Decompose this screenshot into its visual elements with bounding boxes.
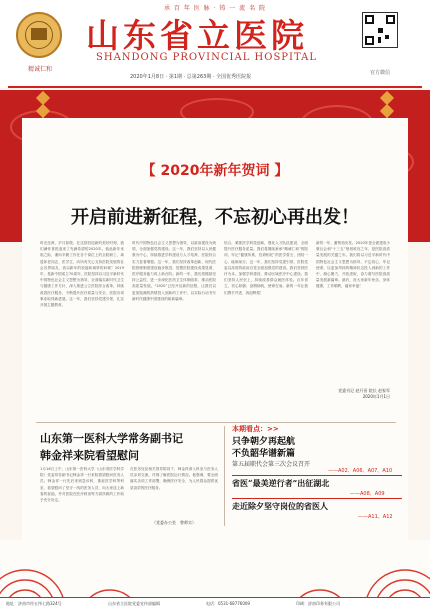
guide-item-3-pages: ——A11、A12 xyxy=(358,514,393,520)
section-divider xyxy=(36,422,396,423)
story-byline: （党委办公室 曾师实） xyxy=(152,520,196,525)
issue-line: 2020年1月8日 · 第1期 · 总第263期 · 全国优秀医院报 xyxy=(130,74,252,80)
newspaper-title: 山东省立医院 xyxy=(86,16,308,55)
lead-column-2: 时代中国特色社会主义思想为指导，以政治建设为统领，全面加强党的建设。这一年，我们坚持以人民健康为中心，持续推进学科建设与人才培养，医院综合实力显著增强。这一年，我们坚持改革创新，现代医院管理制度建设稳步推进，智慧医院建设成果显著，医疗服务能力再上新台阶。新的一年，我们将继续坚持公益性，进一步深化医药卫生体制改革，推动医院高质量发展。“2020”已经开启新的征程，让我们以更加饱满的热情投入到新的工作中，以实际行动书写新时代健康中国建设的崭新篇章。 xyxy=(132,241,216,301)
story-headline-1: 山东第一医科大学常务副书记 xyxy=(40,432,183,445)
footer-phone: 电话：0531-68776009 xyxy=(206,601,250,606)
seal-building-icon xyxy=(31,28,47,40)
masthead xyxy=(0,0,430,88)
qr-caption: 官方微信 xyxy=(369,70,390,76)
column-divider xyxy=(224,426,225,526)
guide-item-2-pages: ——A08、A09 xyxy=(350,491,385,497)
guide-label: 本期看点：>> xyxy=(232,425,279,433)
story-headline-2: 韩金祥来院看望慰问 xyxy=(40,449,139,462)
guide-item-1-sub: 第五届职代会第三次会议召开 xyxy=(232,461,311,468)
guide-item-3-title: 走近除夕坚守岗位的省医人 xyxy=(232,501,328,511)
page-footer xyxy=(0,597,430,610)
lead-column-1: 时光荏苒，岁月如梭，在这辞旧迎新的美好时刻，我们满怀喜悦迎来了充满希望的2020年。值此新年来临之际，谨向辛勤工作在各个岗位上的全院职工、离退休老同志、医学生，向所有关心支持医院发展的社会各界朋友，致以新年的祝福和诚挚的问候！2019年，是新中国成立70周年，医院坚持以习近平新时代中国特色社会主义思想为指导，全面落实新时代卫生与健康工作方针，深入推进公立医院综合改革，持续改善医疗服务，不断提升医疗质量与安全，医院各项事业取得新进展。这一年，我们坚持党建引领，扎实开展主题教育。 xyxy=(40,241,124,308)
lead-column-4: 新的一年，蓄势再出发。2020年是全面建成小康社会和“十三五”规划收官之年，是医院高质量发展的关键之年。我们将以习近平新时代中国特色社会主义思想为指导，不忘初心，牢记使命，以更加昂扬的精神状态投入到新的工作中，凝心聚力，开拓进取，奋力谱写医院高质量发展新篇章。最后，祝大家新年快乐，身体健康，工作顺利，阖家幸福！ xyxy=(316,241,390,289)
seal-caption: 精诚仁和 xyxy=(27,66,52,73)
guide-item-2-title: 省医“最美逆行者”出征湖北 xyxy=(232,478,330,488)
lead-column-3: 结合，紧抓医学科技创新，强化人才队伍建设，全面提升医疗服务质量。我们将继续秉承“精诚仁和”的院训，牢记“健康所系，性命相托”的医学誓言，团结一心、砥砺前行。这一年，我们坚持党建引领，医院党委以高度的政治自觉全面加强党的建设。我们坚持医疗为本，加强学科建设，推动区域医疗中心建设。我们坚持人民至上，持续改善群众就医体验。百年省立，初心如磐；奋楫扬帆，使命在肩。新的一年让我们携手并进、再创辉煌！ xyxy=(224,241,308,295)
story-column-2: 在医务处及相关领导陪同下，韩金祥深入科室与医务人员亲切交流，详细了解医院运行情况。他强调，要全面落实各项工作部署，确保医疗安全，为人民群众提供优质高效的医疗服务。 xyxy=(130,467,218,490)
newspaper-title-en: SHANDONG PROVINCIAL HOSPITAL xyxy=(96,52,317,63)
footer-address: 地址：济南市经五纬七路324号 xyxy=(6,601,62,606)
greeting-tag: 【 2020年新年贺词 】 xyxy=(141,163,289,179)
masthead-rule xyxy=(8,86,422,88)
story-column-1: 1月16日上午，山东第一医科大学（山东省医学科学院）党委常务副书记韩金祥一行来院看望慰问医务人员。韩金祥一行先后来到急诊科、重症医学科等科室，看望慰问了坚守一线的医务人员，向大家送上新春的祝福，并对医院在医疗救治等方面所做的工作给予充分肯定。 xyxy=(40,467,124,503)
qr-code-icon xyxy=(362,12,398,48)
footer-editor: 山东省立医院党委宣传部编辑 xyxy=(108,601,160,606)
guide-item-1-pages: ——A02、A06、A07、A10 xyxy=(328,468,393,474)
guide-item-1-title-2: 不负韶华谱新篇 xyxy=(232,449,296,459)
lead-date: 2020年1月1日 xyxy=(362,394,390,399)
hospital-seal-logo xyxy=(16,12,62,58)
guide-rule xyxy=(232,475,402,476)
guide-item-1-title-1: 只争朝夕再起航 xyxy=(232,437,296,447)
guide-rule xyxy=(232,498,402,499)
masthead-motto: 承 百 年 医 脉 · 铸 一 流 名 院 xyxy=(164,5,266,12)
footer-printer: 印刷：济南印务有限公司 xyxy=(296,601,340,606)
lead-headline: 开启前进新征程，不忘初心再出发！ xyxy=(71,207,359,228)
lead-signature: 党委书记 赵升田 院长 赵家军 xyxy=(338,388,390,393)
